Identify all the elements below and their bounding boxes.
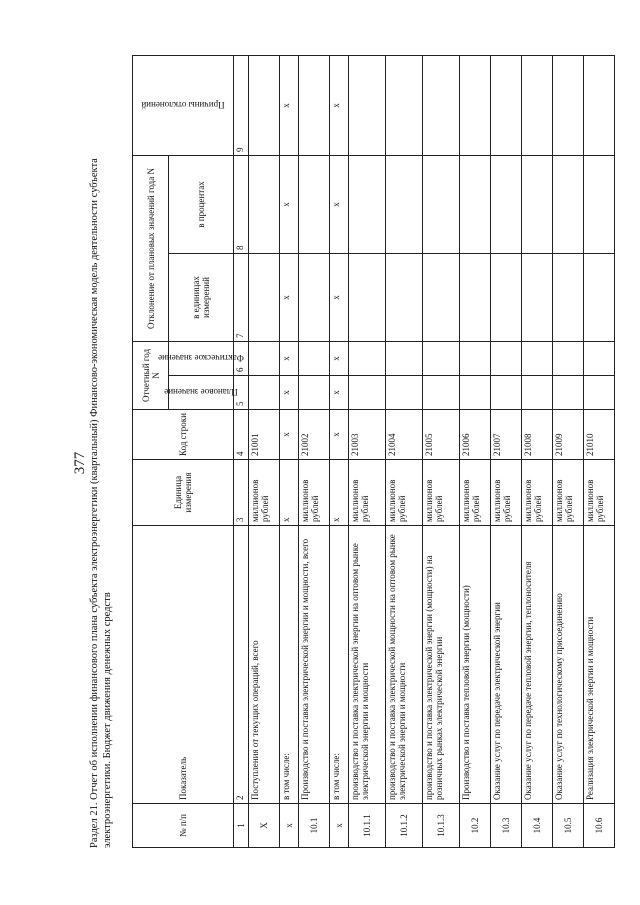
row-unit: миллионов рублей <box>299 460 330 526</box>
row-reasons <box>553 55 584 155</box>
table-row <box>349 55 386 847</box>
header-num: № п/п <box>133 804 234 848</box>
index-cell: 6 <box>234 341 249 375</box>
row-unit: миллионов рублей <box>460 460 491 526</box>
header-reasons-text: Причины отклонений <box>141 100 225 111</box>
header-planned <box>164 376 238 410</box>
row-dev-units <box>349 253 386 341</box>
row-dev-units: x <box>280 253 299 341</box>
row-dev-units <box>423 253 460 341</box>
index-cell: 3 <box>234 460 249 526</box>
row-dev-percent: x <box>330 155 349 253</box>
row-dev-units <box>584 253 615 341</box>
row-dev-units <box>460 253 491 341</box>
header-planned-text: Плановое значение <box>164 387 238 398</box>
row-code: 21008 <box>522 410 553 460</box>
row-code: 21003 <box>349 410 386 460</box>
row-indicator: Производство и поставка тепловой энергии (мощности) <box>460 526 491 804</box>
row-planned <box>299 376 330 410</box>
header-reasons <box>133 55 234 155</box>
row-unit: миллионов рублей <box>349 460 386 526</box>
table-row <box>460 55 491 847</box>
row-reasons <box>249 55 280 155</box>
table-row <box>522 55 553 847</box>
row-indicator: Поступления от текущих операций, всего <box>249 526 280 804</box>
header-unit: Единица измерения <box>133 460 234 526</box>
index-cell: 7 <box>234 253 249 341</box>
row-planned: x <box>330 376 349 410</box>
row-reasons <box>491 55 522 155</box>
index-cell: 8 <box>234 155 249 253</box>
row-actual <box>584 341 615 375</box>
row-num: 10.1 <box>299 804 330 848</box>
header-code: Код строки <box>133 410 234 460</box>
column-index-row <box>234 55 249 847</box>
row-code: 21010 <box>584 410 615 460</box>
row-num: 10.1.2 <box>386 804 423 848</box>
table-row <box>553 55 584 847</box>
row-indicator: в том числе: <box>280 526 299 804</box>
row-reasons <box>349 55 386 155</box>
row-dev-percent <box>423 155 460 253</box>
row-planned <box>522 376 553 410</box>
index-cell: 5 <box>234 376 249 410</box>
row-code: 21009 <box>553 410 584 460</box>
row-num: 10.3 <box>491 804 522 848</box>
row-unit: миллионов рублей <box>584 460 615 526</box>
row-unit: миллионов рублей <box>522 460 553 526</box>
header-actual-text: Фактическое значение <box>158 353 244 364</box>
row-code: 21001 <box>249 410 280 460</box>
index-cell: 4 <box>234 410 249 460</box>
row-actual <box>460 341 491 375</box>
row-reasons <box>584 55 615 155</box>
row-indicator: Оказание услуг по передаче электрической энергии <box>491 526 522 804</box>
row-reasons <box>423 55 460 155</box>
row-planned <box>460 376 491 410</box>
row-code: 21002 <box>299 410 330 460</box>
row-actual <box>299 341 330 375</box>
row-planned <box>386 376 423 410</box>
row-dev-units: x <box>330 253 349 341</box>
header-dev-percent: в процентах <box>169 155 234 253</box>
table-row <box>280 55 299 847</box>
report-table <box>132 55 615 848</box>
row-dev-percent <box>299 155 330 253</box>
table-row <box>491 55 522 847</box>
row-planned <box>249 376 280 410</box>
row-dev-percent <box>386 155 423 253</box>
row-num: 10.2 <box>460 804 491 848</box>
section-heading-line-2: электроэнергетики. Бюджет движения денежных средств <box>102 592 113 848</box>
row-indicator: в том числе: <box>330 526 349 804</box>
row-actual <box>491 341 522 375</box>
row-reasons <box>386 55 423 155</box>
row-code: 21005 <box>423 410 460 460</box>
row-num: 10.1.1 <box>349 804 386 848</box>
row-unit: миллионов рублей <box>491 460 522 526</box>
row-unit: миллионов рублей <box>423 460 460 526</box>
row-dev-percent: x <box>280 155 299 253</box>
table-row <box>386 55 423 847</box>
row-actual <box>349 341 386 375</box>
row-code: 21006 <box>460 410 491 460</box>
row-reasons <box>460 55 491 155</box>
row-indicator: Производство и поставка электрической энергии и мощности, всего <box>299 526 330 804</box>
row-unit: миллионов рублей <box>249 460 280 526</box>
row-planned <box>553 376 584 410</box>
table-row <box>584 55 615 847</box>
row-num: x <box>330 804 349 848</box>
row-num: 10.1.3 <box>423 804 460 848</box>
row-num: x <box>280 804 299 848</box>
row-num: X <box>249 804 280 848</box>
header-deviation: Отклонение от плановых значений года N <box>133 155 169 341</box>
row-dev-units <box>386 253 423 341</box>
header-reporting-year: Отчетный год N <box>133 341 169 409</box>
table-row <box>249 55 280 847</box>
table-row <box>330 55 349 847</box>
row-planned <box>491 376 522 410</box>
row-reasons <box>299 55 330 155</box>
row-dev-percent <box>460 155 491 253</box>
header-dev-units: в единицах измерений <box>169 253 234 341</box>
row-actual <box>386 341 423 375</box>
index-cell: 9 <box>234 55 249 155</box>
row-planned: x <box>280 376 299 410</box>
row-indicator: производство и поставка электрической мощности на оптовом рынке электрической энергии и мощности <box>386 526 423 804</box>
row-actual: x <box>280 341 299 375</box>
row-unit: миллионов рублей <box>553 460 584 526</box>
row-num: 10.5 <box>553 804 584 848</box>
row-code: 21004 <box>386 410 423 460</box>
section-heading <box>88 56 128 848</box>
row-indicator: Оказание услуг по передаче тепловой энергии, теплоносителя <box>522 526 553 804</box>
report-table-body <box>234 55 615 847</box>
table-row <box>299 55 330 847</box>
row-dev-units <box>299 253 330 341</box>
index-cell: 1 <box>234 804 249 848</box>
header-indicator: Показатель <box>133 526 234 804</box>
row-num: 10.4 <box>522 804 553 848</box>
row-code: x <box>330 410 349 460</box>
row-dev-units <box>522 253 553 341</box>
index-cell: 2 <box>234 526 249 804</box>
row-planned <box>349 376 386 410</box>
row-indicator: Оказание услуг по технологическому присоединению <box>553 526 584 804</box>
row-actual <box>522 341 553 375</box>
row-dev-percent <box>491 155 522 253</box>
row-code: x <box>280 410 299 460</box>
rotated-content <box>88 56 636 848</box>
row-indicator: производство и поставка электрической энергии на оптовом рынке электрической энергии и мощности <box>349 526 386 804</box>
header-actual <box>158 341 244 375</box>
row-dev-percent <box>349 155 386 253</box>
row-num: 10.6 <box>584 804 615 848</box>
row-unit: x <box>330 460 349 526</box>
row-reasons <box>522 55 553 155</box>
row-unit: x <box>280 460 299 526</box>
row-planned <box>423 376 460 410</box>
row-dev-units <box>249 253 280 341</box>
table-row <box>423 55 460 847</box>
row-reasons: x <box>330 55 349 155</box>
row-unit: миллионов рублей <box>386 460 423 526</box>
row-actual <box>553 341 584 375</box>
row-dev-percent <box>553 155 584 253</box>
row-code: 21007 <box>491 410 522 460</box>
row-indicator: Реализация электрической энергии и мощности <box>584 526 615 804</box>
row-dev-percent <box>249 155 280 253</box>
page-number: 377 <box>72 451 88 475</box>
row-actual <box>423 341 460 375</box>
row-reasons: x <box>280 55 299 155</box>
row-dev-percent <box>584 155 615 253</box>
row-actual: x <box>330 341 349 375</box>
row-planned <box>584 376 615 410</box>
section-heading-line-1: Раздел 21. Отчет об исполнении финансового плана субъекта электроэнергетики (квартальный) Финансово-экономическая модель деятельности субъекта <box>89 158 100 848</box>
row-actual <box>249 341 280 375</box>
row-dev-percent <box>522 155 553 253</box>
row-dev-units <box>491 253 522 341</box>
row-indicator: производство и поставка электрической энергии (мощности) на розничных рынках электрической энергии <box>423 526 460 804</box>
row-dev-units <box>553 253 584 341</box>
